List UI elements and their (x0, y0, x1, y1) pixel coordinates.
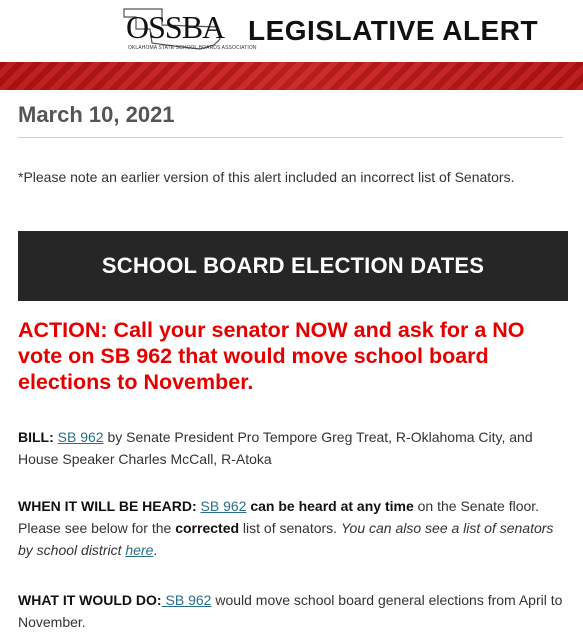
when-italic-text: You can also see a list of senators by school district (18, 520, 554, 558)
correction-note: *Please note an earlier version of this alert included an incorrect list of Senators. (18, 169, 515, 185)
when-text-2: list of senators. (239, 520, 341, 536)
when-end: . (153, 542, 158, 558)
what-text: would move school board general elections from April to November. (18, 592, 563, 630)
section-title-banner: SCHOOL BOARD ELECTION DATES (18, 231, 568, 301)
when-bold-text: can be heard at any time (246, 498, 414, 514)
when-label: WHEN IT WILL BE HEARD: (18, 498, 197, 514)
logo-subtext: OKLAHOMA STATE SCHOOL BOARDS ASSOCIATION (128, 45, 257, 51)
red-decorative-band (0, 62, 583, 90)
bill-text: by Senate President Pro Tempore Greg Treat, R-Oklahoma City, and House Speaker Charles McCall, R-Atoka (18, 429, 533, 467)
when-text: on the Senate floor. Please see below for the (18, 498, 540, 536)
what-paragraph (18, 589, 568, 633)
ossba-logo[interactable] (122, 5, 257, 55)
when-paragraph (18, 495, 568, 561)
divider (18, 137, 563, 138)
alert-date: March 10, 2021 (18, 102, 175, 127)
sb962-link[interactable]: SB 962 (57, 429, 104, 445)
here-link[interactable]: here (125, 542, 154, 558)
header (0, 0, 583, 62)
sb962-link[interactable]: SB 962 (161, 592, 212, 608)
sb962-link[interactable]: SB 962 (200, 498, 247, 514)
logo-text: OSSBA (126, 9, 225, 45)
header-title: LEGISLATIVE ALERT (248, 15, 539, 46)
what-label: WHAT IT WOULD DO: (18, 592, 162, 608)
action-callout: ACTION: Call your senator NOW and ask for a NO vote on SB 962 that would move school board elections to November. (18, 318, 525, 394)
bill-label: BILL: (18, 429, 54, 445)
bill-paragraph (18, 426, 568, 470)
when-corrected: corrected (175, 520, 240, 536)
